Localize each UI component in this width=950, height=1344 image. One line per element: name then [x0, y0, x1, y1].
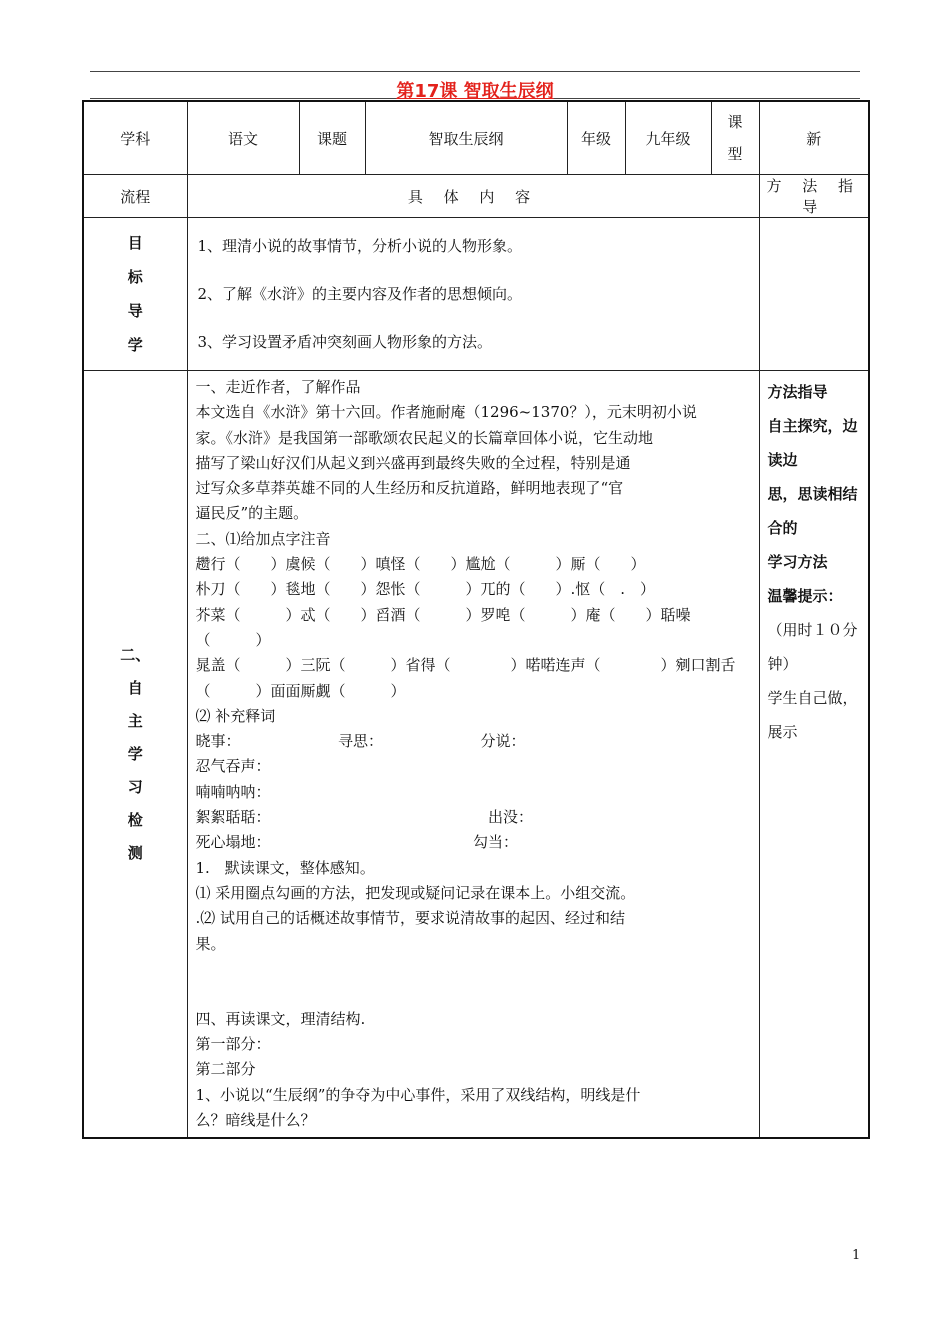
type-label-1: 课: [727, 113, 743, 131]
content-line: 家。《水浒》是我国第一部歌颂农民起义的长篇章回体小说，它生动地: [195, 428, 654, 447]
content-line: 描写了梁山好汉们从起义到兴盛再到最终失败的全过程，特别是通: [195, 453, 631, 472]
method-label: 方 法 指 导: [759, 175, 869, 218]
page-title: 第17课 智取生辰纲: [396, 81, 554, 102]
section-label-char: 自: [127, 678, 143, 697]
content-line: 晁盖（ ）三阮（ ）省得（ ）喏喏连声（ ）剜口割舌: [195, 656, 736, 675]
type-label-2: 型: [727, 145, 743, 163]
content-line: ⑵ 补充释词: [195, 706, 276, 725]
content-line: 絮絮聒聒： 出没：: [195, 808, 534, 827]
content-line: 朴刀（ ）毯地（ ）怨怅（ ）兀的（ ）.怄（ . ）: [195, 580, 656, 599]
grade-value: 九年级: [625, 101, 711, 175]
goal-item: 2、了解《水浒》的主要内容及作者的思想倾向。: [197, 285, 523, 303]
flow-row: [83, 175, 869, 218]
tip-text: 学生自己做，展示: [767, 689, 858, 741]
goals-label-char: 目: [127, 234, 143, 252]
goal-item: 3、学习设置矛盾冲突刻画人物形象的方法。: [197, 333, 493, 351]
subject-value: 语文: [187, 101, 299, 175]
tip-text: （用时１０分钟）: [767, 621, 858, 673]
content-line: 芥菜（ ）忒（ ）舀酒（ ）罗唣（ ）庵（ ）聒噪（ ）: [195, 605, 691, 649]
content-line: 1、小说以“生辰纲”的争夺为中心事件，采用了双线结构，明线是什: [195, 1085, 641, 1104]
goals-label-char: 标: [127, 268, 143, 286]
method-heading: 方法指导: [767, 383, 828, 401]
content-line: 晓事： 寻思： 分说：: [195, 732, 526, 751]
section-label-char: 主: [127, 711, 143, 730]
content-line: .⑵ 试用自己的话概述故事情节，要求说清故事的起因、经过和结: [195, 909, 626, 928]
self-study-content: [187, 371, 759, 1139]
type-value: 新: [759, 101, 869, 175]
content-line: 逼民反”的主题。: [195, 504, 309, 523]
goal-item: 1、理清小说的故事情节，分析小说的人物形象。: [197, 237, 523, 255]
section-label-char: 检: [127, 810, 143, 829]
goals-method: [759, 218, 869, 371]
goals-row: [83, 218, 869, 371]
top-rule: [90, 71, 860, 72]
content-line: 四、再读课文，理清结构.: [195, 1009, 366, 1028]
content-line: 么？暗线是什么？: [195, 1111, 316, 1130]
content-line: 忍气吞声：: [195, 757, 271, 776]
self-study-row: [83, 371, 869, 1139]
flow-label: 流程: [83, 175, 187, 218]
content-line: 二、⑴给加点字注音: [195, 529, 331, 548]
content-line: 果。: [195, 934, 226, 953]
content-line: 第二部分: [195, 1060, 256, 1079]
content-line: 死心塌地： 勾当：: [195, 833, 519, 852]
subject-label: 学科: [83, 101, 187, 175]
type-label: [711, 101, 759, 175]
method-line: 自主探究，边读边: [767, 417, 858, 469]
section-label-char: 测: [127, 843, 143, 862]
content-line: 过写众多草莽英雄不同的人生经历和反抗道路，鲜明地表现了“官: [195, 479, 624, 498]
content-line: 一、走近作者，了解作品: [195, 378, 361, 396]
tip-heading: 温馨提示：: [767, 587, 843, 605]
goals-label-char: 学: [127, 336, 143, 354]
method-line: 学习方法: [767, 553, 828, 571]
topic-label: 课题: [299, 101, 365, 175]
lesson-table: [82, 100, 870, 1139]
section-label-char: 习: [127, 777, 143, 796]
grade-label: 年级: [567, 101, 625, 175]
content-line: 本文选自《水浒》第十六回。作者施耐庵（1296~1370？），元末明初小说: [195, 403, 697, 422]
content-line: ⑴ 采用圈点勾画的方法，把发现或疑问记录在课本上。小组交流。: [195, 883, 636, 902]
content-line: （ ）面面厮觑（ ）: [195, 681, 406, 700]
content-line: 1. 默读课文，整体感知。: [195, 858, 375, 877]
page-number: 1: [852, 1248, 861, 1263]
blank-space: [196, 957, 751, 1007]
header-row: [83, 101, 869, 175]
content-line: 第一部分：: [195, 1035, 271, 1054]
content-line: 喃喃呐呐：: [195, 782, 271, 801]
content-label: 具 体 内 容: [187, 175, 759, 218]
goals-label: [83, 218, 187, 371]
goals-label-char: 导: [127, 302, 143, 320]
content-line: 趱行（ ）虞候（ ）嗔怪（ ）尴尬（ ）厮（ ）: [195, 555, 646, 574]
topic-value: 智取生辰纲: [365, 101, 567, 175]
method-line: 思，思读相结合的: [767, 485, 858, 537]
method-guide: [759, 371, 869, 1139]
section-label-char: 二、: [120, 645, 151, 664]
goals-list: [187, 218, 759, 371]
section-label-char: 学: [127, 744, 143, 763]
self-study-label: [83, 371, 187, 1139]
